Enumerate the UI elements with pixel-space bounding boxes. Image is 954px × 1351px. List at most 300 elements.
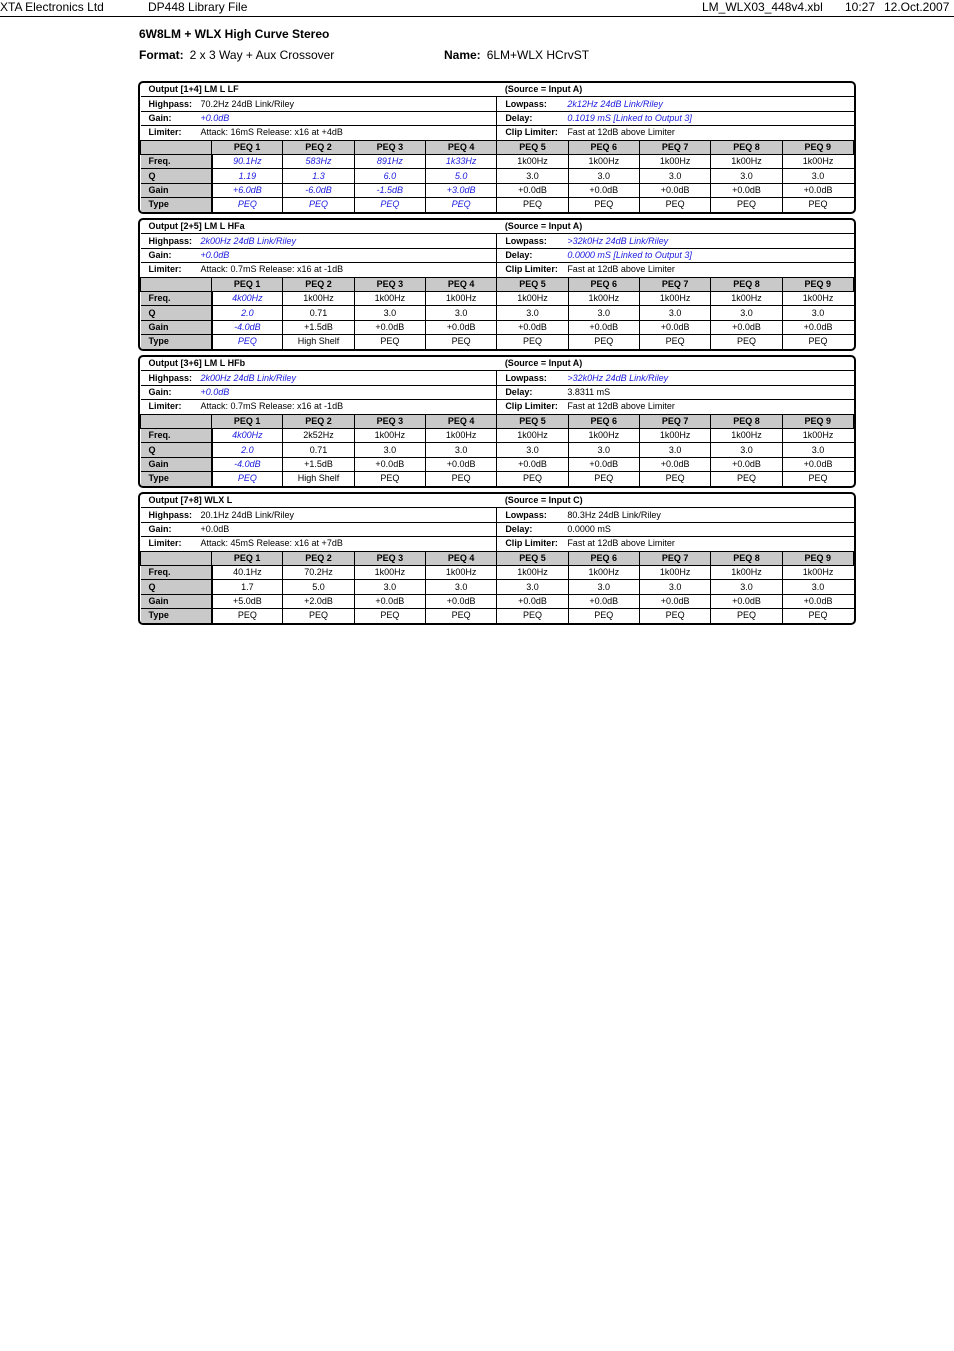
peq-header-row bbox=[141, 140, 854, 154]
peq-cell: 3.0 bbox=[354, 580, 425, 594]
highpass-field-value: 2k00Hz 24dB Link/Riley bbox=[200, 235, 297, 246]
info-row bbox=[141, 248, 854, 262]
limiter-field bbox=[141, 400, 497, 414]
gain-field bbox=[141, 248, 497, 262]
info-row bbox=[141, 126, 854, 140]
peq-cell: +0.0dB bbox=[425, 594, 496, 608]
peq-header: PEQ 3 bbox=[354, 551, 425, 565]
peq-cell: PEQ bbox=[425, 609, 496, 623]
peq-cell: 3.0 bbox=[497, 443, 568, 457]
row-label: Freq. bbox=[141, 291, 212, 305]
peq-cell: PEQ bbox=[782, 335, 853, 349]
peq-header: PEQ 8 bbox=[711, 277, 782, 291]
peq-cell: 1k00Hz bbox=[711, 291, 782, 305]
peq-header: PEQ 3 bbox=[354, 414, 425, 428]
peq-header: PEQ 6 bbox=[568, 551, 639, 565]
limiter-field-label: Limiter: bbox=[148, 127, 182, 138]
gain-row bbox=[141, 183, 854, 197]
peq-header: PEQ 8 bbox=[711, 551, 782, 565]
delay-field-label: Delay: bbox=[505, 112, 533, 123]
peq-header: PEQ 4 bbox=[425, 140, 496, 154]
peq-cell: PEQ bbox=[283, 609, 354, 623]
peq-cell: PEQ bbox=[568, 198, 639, 212]
peq-header: PEQ 3 bbox=[354, 140, 425, 154]
type-row bbox=[141, 609, 854, 623]
peq-cell: 1k33Hz bbox=[425, 154, 496, 168]
peq-header: PEQ 8 bbox=[711, 414, 782, 428]
gain-row bbox=[141, 320, 854, 334]
type-row bbox=[141, 335, 854, 349]
peq-header: PEQ 7 bbox=[639, 551, 710, 565]
peq-header: PEQ 5 bbox=[497, 140, 568, 154]
clip-limiter-field-label: Clip Limiter: bbox=[505, 401, 558, 412]
delay-field-label: Delay: bbox=[505, 523, 533, 534]
info-row bbox=[141, 508, 854, 522]
limiter-field-value: Attack: 0.7mS Release: x16 at -1dB bbox=[200, 264, 344, 275]
q-row bbox=[141, 169, 854, 183]
peq-cell: +6.0dB bbox=[212, 183, 283, 197]
peq-cell: PEQ bbox=[782, 198, 853, 212]
peq-cell: 1k00Hz bbox=[782, 565, 853, 579]
peq-cell: 3.0 bbox=[354, 443, 425, 457]
peq-cell: PEQ bbox=[354, 335, 425, 349]
peq-cell: 3.0 bbox=[568, 580, 639, 594]
peq-cell: +0.0dB bbox=[497, 183, 568, 197]
peq-cell: 1k00Hz bbox=[639, 291, 710, 305]
peq-cell: +0.0dB bbox=[568, 320, 639, 334]
row-label: Gain bbox=[141, 457, 212, 471]
limiter-field-label: Limiter: bbox=[148, 264, 182, 275]
output-block bbox=[138, 218, 856, 351]
peq-cell: +0.0dB bbox=[425, 320, 496, 334]
peq-header: PEQ 1 bbox=[212, 277, 283, 291]
row-label: Q bbox=[141, 169, 212, 183]
peq-cell: +0.0dB bbox=[354, 594, 425, 608]
output-header-row bbox=[141, 357, 854, 371]
peq-header: PEQ 9 bbox=[782, 140, 853, 154]
highpass-field-value: 2k00Hz 24dB Link/Riley bbox=[200, 372, 297, 383]
lowpass-field-label: Lowpass: bbox=[505, 509, 547, 520]
peq-cell: +0.0dB bbox=[568, 457, 639, 471]
peq-cell: 3.0 bbox=[639, 580, 710, 594]
peq-cell: PEQ bbox=[497, 198, 568, 212]
peq-header: PEQ 6 bbox=[568, 414, 639, 428]
info-row bbox=[141, 400, 854, 414]
output-header-row bbox=[141, 220, 854, 234]
row-label: Freq. bbox=[141, 428, 212, 442]
peq-cell: +0.0dB bbox=[639, 594, 710, 608]
peq-cell: PEQ bbox=[711, 335, 782, 349]
peq-cell: 3.0 bbox=[782, 169, 853, 183]
peq-cell: 5.0 bbox=[425, 169, 496, 183]
output-block bbox=[138, 81, 856, 214]
info-row bbox=[141, 97, 854, 111]
peq-cell: 3.0 bbox=[425, 580, 496, 594]
format-label: Format: bbox=[139, 48, 184, 62]
peq-cell: 1k00Hz bbox=[354, 565, 425, 579]
delay-field bbox=[497, 385, 854, 399]
peq-cell: 1k00Hz bbox=[782, 428, 853, 442]
output-block bbox=[138, 355, 856, 488]
row-label: Q bbox=[141, 306, 212, 320]
gain-field bbox=[141, 522, 497, 536]
peq-header: PEQ 4 bbox=[425, 414, 496, 428]
peq-cell: 4k00Hz bbox=[212, 291, 283, 305]
peq-cell: -6.0dB bbox=[283, 183, 354, 197]
peq-header: PEQ 9 bbox=[782, 277, 853, 291]
clip-limiter-field-value: Fast at 12dB above Limiter bbox=[567, 401, 675, 412]
peq-header: PEQ 6 bbox=[568, 277, 639, 291]
peq-cell: 3.0 bbox=[711, 580, 782, 594]
gain-field-label: Gain: bbox=[148, 249, 172, 260]
gain-field bbox=[141, 385, 497, 399]
peq-cell: 1k00Hz bbox=[354, 428, 425, 442]
peq-cell: PEQ bbox=[425, 198, 496, 212]
name-line bbox=[444, 48, 589, 62]
peq-cell: 3.0 bbox=[782, 580, 853, 594]
peq-cell: +0.0dB bbox=[568, 183, 639, 197]
gain-field-value: +0.0dB bbox=[200, 249, 230, 260]
peq-cell: PEQ bbox=[212, 472, 283, 486]
lowpass-field bbox=[497, 371, 854, 385]
clip-limiter-field-value: Fast at 12dB above Limiter bbox=[567, 264, 675, 275]
peq-cell: 3.0 bbox=[711, 169, 782, 183]
peq-cell: High Shelf bbox=[283, 335, 354, 349]
peq-cell: PEQ bbox=[497, 335, 568, 349]
peq-cell: 1k00Hz bbox=[711, 428, 782, 442]
q-row bbox=[141, 306, 854, 320]
gain-field-label: Gain: bbox=[148, 112, 172, 123]
freq-row bbox=[141, 154, 854, 168]
peq-cell: PEQ bbox=[711, 198, 782, 212]
peq-cell: 891Hz bbox=[354, 154, 425, 168]
peq-cell: 3.0 bbox=[354, 306, 425, 320]
peq-header: PEQ 7 bbox=[639, 140, 710, 154]
q-row bbox=[141, 443, 854, 457]
peq-header: PEQ 8 bbox=[711, 140, 782, 154]
peq-cell: 6.0 bbox=[354, 169, 425, 183]
peq-cell: 1k00Hz bbox=[425, 428, 496, 442]
peq-cell: +0.0dB bbox=[497, 594, 568, 608]
peq-cell: 1k00Hz bbox=[354, 291, 425, 305]
peq-header: PEQ 7 bbox=[639, 414, 710, 428]
peq-header: PEQ 1 bbox=[212, 414, 283, 428]
peq-cell: 1k00Hz bbox=[425, 291, 496, 305]
peq-cell: +0.0dB bbox=[354, 320, 425, 334]
peq-cell: 1k00Hz bbox=[568, 291, 639, 305]
peq-header: PEQ 5 bbox=[497, 277, 568, 291]
peq-header-corner bbox=[141, 140, 212, 154]
peq-cell: -4.0dB bbox=[212, 320, 283, 334]
peq-cell: PEQ bbox=[782, 609, 853, 623]
output-header-row bbox=[141, 83, 854, 97]
peq-cell: 3.0 bbox=[497, 169, 568, 183]
peq-cell: 0.71 bbox=[283, 306, 354, 320]
name-value: 6LM+WLX HCrvST bbox=[486, 48, 590, 62]
peq-cell: 3.0 bbox=[497, 580, 568, 594]
peq-cell: PEQ bbox=[354, 472, 425, 486]
peq-cell: +0.0dB bbox=[639, 457, 710, 471]
peq-header: PEQ 5 bbox=[497, 551, 568, 565]
peq-cell: +0.0dB bbox=[782, 320, 853, 334]
limiter-field-value: Attack: 0.7mS Release: x16 at -1dB bbox=[200, 401, 344, 412]
peq-cell: 1k00Hz bbox=[639, 154, 710, 168]
limiter-field bbox=[141, 537, 497, 551]
peq-cell: 3.0 bbox=[639, 443, 710, 457]
info-row bbox=[141, 234, 854, 248]
clip-limiter-field-label: Clip Limiter: bbox=[505, 127, 558, 138]
limiter-field-value: Attack: 16mS Release: x16 at +4dB bbox=[200, 127, 343, 138]
row-label: Type bbox=[141, 472, 212, 486]
page-header bbox=[0, 0, 954, 17]
peq-header: PEQ 1 bbox=[212, 140, 283, 154]
peq-cell: 3.0 bbox=[568, 443, 639, 457]
peq-cell: PEQ bbox=[425, 472, 496, 486]
delay-field-label: Delay: bbox=[505, 249, 533, 260]
peq-cell: 40.1Hz bbox=[212, 565, 283, 579]
peq-cell: 3.0 bbox=[568, 169, 639, 183]
clip-limiter-field-value: Fast at 12dB above Limiter bbox=[567, 538, 675, 549]
peq-cell: -1.5dB bbox=[354, 183, 425, 197]
info-row bbox=[141, 522, 854, 536]
peq-cell: +1.5dB bbox=[283, 320, 354, 334]
output-title: Output [2+5] LM L HFa bbox=[141, 220, 497, 234]
delay-field-value: 3.8311 mS bbox=[567, 386, 611, 397]
peq-header-row bbox=[141, 414, 854, 428]
info-row bbox=[141, 537, 854, 551]
peq-cell: +0.0dB bbox=[639, 320, 710, 334]
peq-cell: 1k00Hz bbox=[639, 428, 710, 442]
q-row bbox=[141, 580, 854, 594]
highpass-field bbox=[141, 234, 497, 248]
peq-cell: 0.71 bbox=[283, 443, 354, 457]
peq-cell: 3.0 bbox=[711, 443, 782, 457]
peq-header: PEQ 5 bbox=[497, 414, 568, 428]
peq-cell: PEQ bbox=[568, 609, 639, 623]
peq-cell: PEQ bbox=[782, 472, 853, 486]
freq-row bbox=[141, 291, 854, 305]
format-line bbox=[139, 48, 334, 62]
lowpass-field-value: >32k0Hz 24dB Link/Riley bbox=[567, 235, 669, 246]
row-label: Type bbox=[141, 335, 212, 349]
clip-limiter-field bbox=[497, 537, 854, 551]
peq-cell: PEQ bbox=[212, 609, 283, 623]
peq-cell: 3.0 bbox=[782, 443, 853, 457]
peq-cell: 1k00Hz bbox=[782, 154, 853, 168]
gain-field-label: Gain: bbox=[148, 523, 172, 534]
clip-limiter-field-value: Fast at 12dB above Limiter bbox=[567, 127, 675, 138]
peq-cell: 3.0 bbox=[639, 306, 710, 320]
gain-field-value: +0.0dB bbox=[200, 523, 230, 534]
name-label: Name: bbox=[444, 48, 481, 62]
peq-cell: 2.0 bbox=[212, 443, 283, 457]
gain-row bbox=[141, 594, 854, 608]
peq-header: PEQ 2 bbox=[283, 140, 354, 154]
peq-cell: PEQ bbox=[711, 472, 782, 486]
highpass-field-value: 20.1Hz 24dB Link/Riley bbox=[200, 509, 295, 520]
peq-cell: PEQ bbox=[354, 198, 425, 212]
row-label: Freq. bbox=[141, 565, 212, 579]
peq-cell: 2k52Hz bbox=[283, 428, 354, 442]
gain-field-value: +0.0dB bbox=[200, 386, 230, 397]
peq-header: PEQ 4 bbox=[425, 551, 496, 565]
peq-cell: 1k00Hz bbox=[568, 428, 639, 442]
gain-field bbox=[141, 111, 497, 125]
type-row bbox=[141, 472, 854, 486]
peq-header-row bbox=[141, 277, 854, 291]
peq-cell: +0.0dB bbox=[568, 594, 639, 608]
clip-limiter-field-label: Clip Limiter: bbox=[505, 264, 558, 275]
peq-header-corner bbox=[141, 414, 212, 428]
peq-cell: PEQ bbox=[568, 335, 639, 349]
peq-cell: 3.0 bbox=[639, 169, 710, 183]
highpass-field-label: Highpass: bbox=[148, 235, 193, 246]
peq-cell: -4.0dB bbox=[212, 457, 283, 471]
lowpass-field-value: 80.3Hz 24dB Link/Riley bbox=[567, 509, 661, 520]
peq-cell: 583Hz bbox=[283, 154, 354, 168]
format-value: 2 x 3 Way + Aux Crossover bbox=[189, 48, 335, 62]
freq-row bbox=[141, 428, 854, 442]
highpass-field bbox=[141, 508, 497, 522]
peq-cell: 1.19 bbox=[212, 169, 283, 183]
peq-header: PEQ 3 bbox=[354, 277, 425, 291]
peq-cell: PEQ bbox=[283, 198, 354, 212]
peq-header: PEQ 2 bbox=[283, 414, 354, 428]
row-label: Type bbox=[141, 609, 212, 623]
row-label: Freq. bbox=[141, 154, 212, 168]
info-row bbox=[141, 371, 854, 385]
peq-cell: PEQ bbox=[639, 609, 710, 623]
peq-cell: 1k00Hz bbox=[711, 154, 782, 168]
peq-cell: 3.0 bbox=[711, 306, 782, 320]
peq-cell: PEQ bbox=[711, 609, 782, 623]
output-title: Output [1+4] LM L LF bbox=[141, 83, 497, 97]
peq-header: PEQ 4 bbox=[425, 277, 496, 291]
peq-header: PEQ 6 bbox=[568, 140, 639, 154]
peq-cell: 1k00Hz bbox=[283, 291, 354, 305]
peq-cell: +3.0dB bbox=[425, 183, 496, 197]
peq-cell: 2.0 bbox=[212, 306, 283, 320]
peq-cell: 4k00Hz bbox=[212, 428, 283, 442]
peq-cell: 1k00Hz bbox=[568, 154, 639, 168]
peq-cell: +0.0dB bbox=[425, 457, 496, 471]
highpass-field bbox=[141, 371, 497, 385]
peq-cell: +0.0dB bbox=[497, 457, 568, 471]
peq-cell: +5.0dB bbox=[212, 594, 283, 608]
output-source: (Source = Input C) bbox=[497, 494, 854, 508]
peq-cell: 1k00Hz bbox=[497, 428, 568, 442]
peq-header: PEQ 9 bbox=[782, 551, 853, 565]
highpass-field-label: Highpass: bbox=[148, 372, 193, 383]
peq-header: PEQ 7 bbox=[639, 277, 710, 291]
peq-cell: PEQ bbox=[212, 198, 283, 212]
peq-cell: 1k00Hz bbox=[497, 154, 568, 168]
lowpass-field-label: Lowpass: bbox=[505, 98, 547, 109]
peq-cell: PEQ bbox=[497, 472, 568, 486]
delay-field bbox=[497, 522, 854, 536]
peq-cell: +0.0dB bbox=[711, 320, 782, 334]
lowpass-field-label: Lowpass: bbox=[505, 235, 547, 246]
peq-cell: PEQ bbox=[354, 609, 425, 623]
peq-cell: PEQ bbox=[568, 472, 639, 486]
row-label: Gain bbox=[141, 183, 212, 197]
peq-cell: 1k00Hz bbox=[639, 565, 710, 579]
peq-cell: High Shelf bbox=[283, 472, 354, 486]
peq-cell: 3.0 bbox=[568, 306, 639, 320]
peq-header-corner bbox=[141, 551, 212, 565]
peq-cell: 1k00Hz bbox=[497, 291, 568, 305]
lowpass-field-value: >32k0Hz 24dB Link/Riley bbox=[567, 372, 669, 383]
peq-cell: +0.0dB bbox=[782, 183, 853, 197]
peq-cell: 1k00Hz bbox=[782, 291, 853, 305]
output-title: Output [3+6] LM L HFb bbox=[141, 357, 497, 371]
lowpass-field-value: 2k12Hz 24dB Link/Riley bbox=[567, 98, 663, 109]
peq-cell: 3.0 bbox=[497, 306, 568, 320]
peq-cell: PEQ bbox=[425, 335, 496, 349]
peq-cell: 90.1Hz bbox=[212, 154, 283, 168]
peq-cell: PEQ bbox=[639, 472, 710, 486]
document-title: 6W8LM + WLX High Curve Stereo bbox=[139, 27, 330, 41]
gain-row bbox=[141, 457, 854, 471]
freq-row bbox=[141, 565, 854, 579]
lowpass-field-label: Lowpass: bbox=[505, 372, 547, 383]
gain-field-label: Gain: bbox=[148, 386, 172, 397]
file-type: DP448 Library File bbox=[148, 0, 248, 14]
row-label: Q bbox=[141, 443, 212, 457]
peq-cell: 3.0 bbox=[782, 306, 853, 320]
print-time: 10:27 bbox=[845, 0, 876, 14]
file-name: LM_WLX03_448v4.xbl bbox=[702, 0, 823, 14]
info-row bbox=[141, 385, 854, 399]
limiter-field bbox=[141, 126, 497, 140]
peq-header-corner bbox=[141, 277, 212, 291]
peq-cell: +0.0dB bbox=[782, 594, 853, 608]
peq-header-row bbox=[141, 551, 854, 565]
delay-field bbox=[497, 248, 854, 262]
peq-cell: PEQ bbox=[639, 198, 710, 212]
output-header-row bbox=[141, 494, 854, 508]
clip-limiter-field bbox=[497, 126, 854, 140]
limiter-field-label: Limiter: bbox=[148, 401, 182, 412]
gain-field-value: +0.0dB bbox=[200, 112, 230, 123]
peq-header: PEQ 2 bbox=[283, 551, 354, 565]
peq-cell: 1k00Hz bbox=[497, 565, 568, 579]
clip-limiter-field bbox=[497, 400, 854, 414]
peq-header: PEQ 9 bbox=[782, 414, 853, 428]
limiter-field-label: Limiter: bbox=[148, 538, 182, 549]
peq-cell: +0.0dB bbox=[711, 594, 782, 608]
peq-cell: PEQ bbox=[212, 335, 283, 349]
output-source: (Source = Input A) bbox=[497, 357, 854, 371]
lowpass-field bbox=[497, 234, 854, 248]
row-label: Q bbox=[141, 580, 212, 594]
delay-field-value: 0.0000 mS [Linked to Output 3] bbox=[567, 249, 692, 260]
row-label: Gain bbox=[141, 594, 212, 608]
clip-limiter-field-label: Clip Limiter: bbox=[505, 538, 558, 549]
peq-cell: 1k00Hz bbox=[568, 565, 639, 579]
peq-cell: 5.0 bbox=[283, 580, 354, 594]
peq-cell: +0.0dB bbox=[711, 183, 782, 197]
delay-field-value: 0.0000 mS bbox=[567, 523, 611, 534]
company-name: XTA Electronics Ltd bbox=[0, 0, 104, 14]
peq-cell: +0.0dB bbox=[782, 457, 853, 471]
info-row bbox=[141, 263, 854, 277]
peq-cell: 70.2Hz bbox=[283, 565, 354, 579]
clip-limiter-field bbox=[497, 263, 854, 277]
limiter-field-value: Attack: 45mS Release: x16 at +7dB bbox=[200, 538, 343, 549]
print-date: 12.Oct.2007 bbox=[884, 0, 950, 14]
output-source: (Source = Input A) bbox=[497, 83, 854, 97]
